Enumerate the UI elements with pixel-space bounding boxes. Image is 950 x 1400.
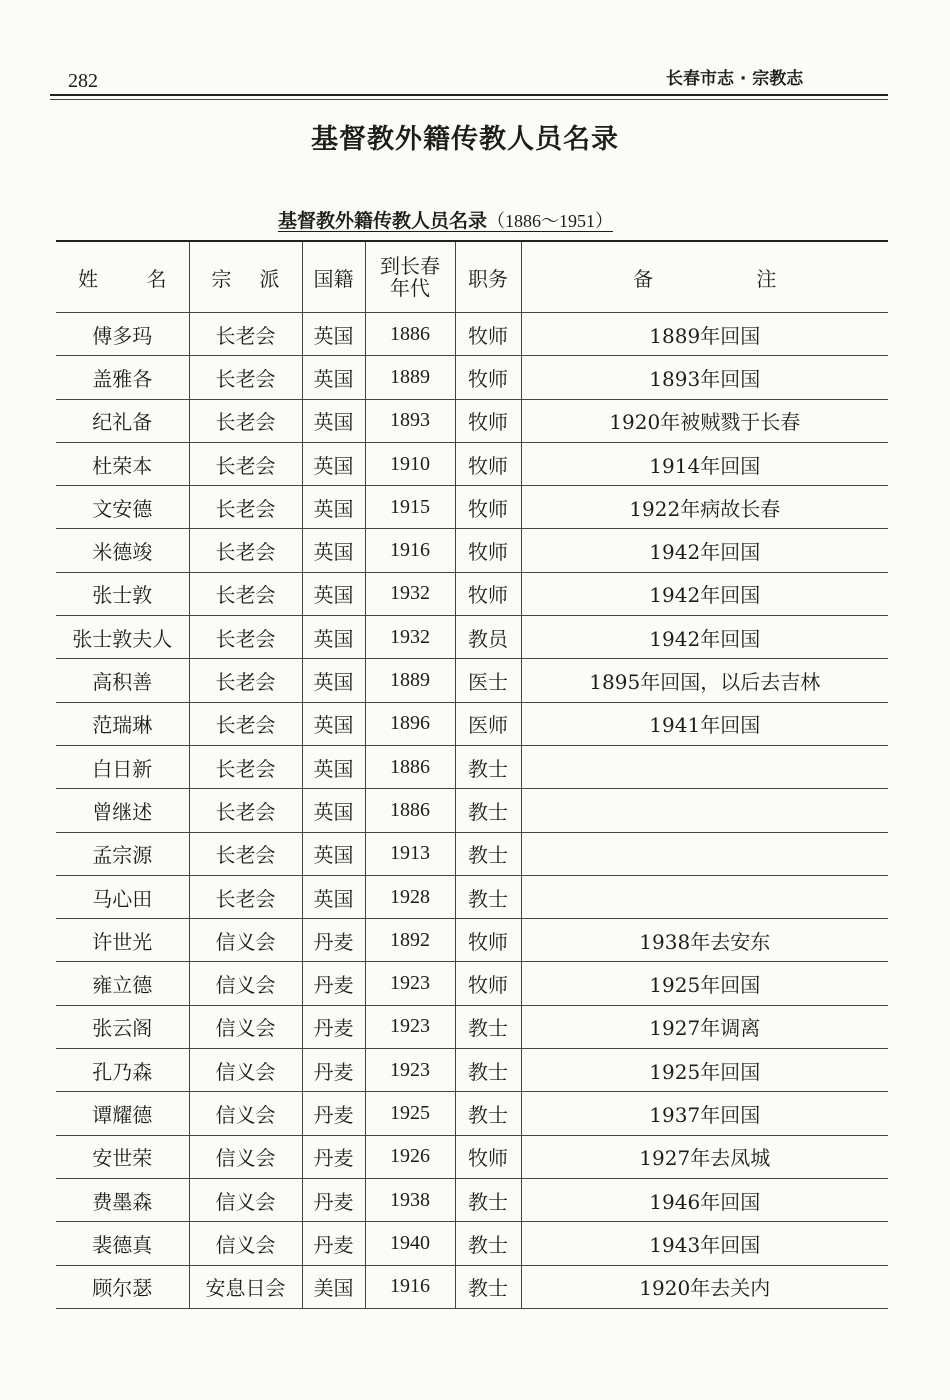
table-row xyxy=(56,1049,888,1092)
cell-name: 裴德真 xyxy=(56,1222,189,1265)
table-header-row xyxy=(56,241,888,313)
cell-sect: 长老会 xyxy=(189,616,302,659)
table-row xyxy=(56,745,888,788)
cell-remarks: 1889年回国 xyxy=(521,313,888,356)
cell-arrival-year: 1913 xyxy=(365,832,455,875)
cell-position: 教员 xyxy=(455,616,521,659)
cell-name: 雍立德 xyxy=(56,962,189,1005)
table-row xyxy=(56,832,888,875)
cell-arrival-year: 1928 xyxy=(365,875,455,918)
cell-position: 牧师 xyxy=(455,529,521,572)
cell-name: 白日新 xyxy=(56,745,189,788)
cell-remarks: 1914年回国 xyxy=(521,442,888,485)
cell-remarks xyxy=(521,745,888,788)
cell-nationality: 英国 xyxy=(302,529,365,572)
cell-name: 张云阁 xyxy=(56,1005,189,1048)
cell-sect: 安息日会 xyxy=(189,1265,302,1308)
cell-name: 纪礼备 xyxy=(56,399,189,442)
cell-nationality: 英国 xyxy=(302,875,365,918)
table-row xyxy=(56,442,888,485)
cell-sect: 信义会 xyxy=(189,1222,302,1265)
table-title xyxy=(278,206,613,233)
cell-remarks: 1895年回国，以后去吉林 xyxy=(521,659,888,702)
header-name: 姓 名 xyxy=(56,241,189,313)
table-title-text: 基督教外籍传教人员名录 xyxy=(278,210,488,232)
cell-remarks: 1925年回国 xyxy=(521,1049,888,1092)
cell-remarks: 1920年被贼戮于长春 xyxy=(521,399,888,442)
cell-position: 教士 xyxy=(455,1265,521,1308)
cell-remarks: 1927年调离 xyxy=(521,1005,888,1048)
book-title: 长春市志 · 宗教志 xyxy=(666,69,804,89)
cell-name: 文安德 xyxy=(56,486,189,529)
cell-arrival-year: 1925 xyxy=(365,1092,455,1135)
cell-sect: 长老会 xyxy=(189,745,302,788)
cell-nationality: 英国 xyxy=(302,832,365,875)
table-title-range: （1886～1951） xyxy=(487,211,614,231)
cell-nationality: 丹麦 xyxy=(302,919,365,962)
table-row xyxy=(56,356,888,399)
cell-name: 顾尔瑟 xyxy=(56,1265,189,1308)
cell-sect: 长老会 xyxy=(189,572,302,615)
cell-sect: 长老会 xyxy=(189,529,302,572)
header-rule-thick xyxy=(50,94,888,96)
cell-remarks: 1920年去关内 xyxy=(521,1265,888,1308)
cell-arrival-year: 1889 xyxy=(365,659,455,702)
cell-sect: 长老会 xyxy=(189,659,302,702)
cell-sect: 信义会 xyxy=(189,919,302,962)
cell-name: 张士敦夫人 xyxy=(56,616,189,659)
cell-nationality: 丹麦 xyxy=(302,1222,365,1265)
cell-name: 安世荣 xyxy=(56,1135,189,1178)
cell-position: 牧师 xyxy=(455,399,521,442)
cell-sect: 信义会 xyxy=(189,962,302,1005)
cell-name: 谭耀德 xyxy=(56,1092,189,1135)
cell-sect: 长老会 xyxy=(189,832,302,875)
cell-sect: 长老会 xyxy=(189,486,302,529)
cell-sect: 长老会 xyxy=(189,702,302,745)
cell-nationality: 英国 xyxy=(302,313,365,356)
cell-nationality: 英国 xyxy=(302,486,365,529)
cell-arrival-year: 1886 xyxy=(365,745,455,788)
cell-nationality: 英国 xyxy=(302,659,365,702)
cell-position: 牧师 xyxy=(455,486,521,529)
table-row xyxy=(56,1005,888,1048)
cell-name: 费墨森 xyxy=(56,1178,189,1221)
cell-sect: 长老会 xyxy=(189,313,302,356)
cell-position: 教士 xyxy=(455,745,521,788)
cell-remarks xyxy=(521,875,888,918)
header-sect: 宗 派 xyxy=(189,241,302,313)
cell-sect: 长老会 xyxy=(189,875,302,918)
cell-arrival-year: 1932 xyxy=(365,616,455,659)
table-row xyxy=(56,616,888,659)
table-row xyxy=(56,399,888,442)
cell-sect: 长老会 xyxy=(189,442,302,485)
cell-remarks xyxy=(521,789,888,832)
cell-sect: 信义会 xyxy=(189,1092,302,1135)
cell-name: 张士敦 xyxy=(56,572,189,615)
cell-sect: 信义会 xyxy=(189,1135,302,1178)
cell-sect: 长老会 xyxy=(189,789,302,832)
cell-remarks: 1922年病故长春 xyxy=(521,486,888,529)
cell-nationality: 英国 xyxy=(302,399,365,442)
table-row xyxy=(56,702,888,745)
cell-remarks: 1942年回国 xyxy=(521,616,888,659)
missionary-roster-table xyxy=(56,240,888,1309)
cell-remarks: 1946年回国 xyxy=(521,1178,888,1221)
table-row xyxy=(56,789,888,832)
table-row xyxy=(56,1222,888,1265)
header-nationality: 国籍 xyxy=(302,241,365,313)
cell-name: 高积善 xyxy=(56,659,189,702)
cell-arrival-year: 1926 xyxy=(365,1135,455,1178)
cell-position: 教士 xyxy=(455,1005,521,1048)
table-row xyxy=(56,875,888,918)
cell-position: 牧师 xyxy=(455,962,521,1005)
cell-nationality: 英国 xyxy=(302,702,365,745)
table-row xyxy=(56,1178,888,1221)
cell-name: 孟宗源 xyxy=(56,832,189,875)
cell-arrival-year: 1889 xyxy=(365,356,455,399)
table-row xyxy=(56,572,888,615)
cell-arrival-year: 1896 xyxy=(365,702,455,745)
cell-arrival-year: 1915 xyxy=(365,486,455,529)
cell-arrival-year: 1892 xyxy=(365,919,455,962)
cell-nationality: 丹麦 xyxy=(302,1178,365,1221)
header-position: 职务 xyxy=(455,241,521,313)
cell-arrival-year: 1923 xyxy=(365,962,455,1005)
cell-nationality: 丹麦 xyxy=(302,1049,365,1092)
cell-nationality: 英国 xyxy=(302,616,365,659)
cell-nationality: 丹麦 xyxy=(302,962,365,1005)
cell-position: 教士 xyxy=(455,1092,521,1135)
cell-position: 牧师 xyxy=(455,572,521,615)
header-rule-thin xyxy=(50,99,888,100)
cell-arrival-year: 1938 xyxy=(365,1178,455,1221)
cell-arrival-year: 1916 xyxy=(365,1265,455,1308)
cell-position: 教士 xyxy=(455,1178,521,1221)
cell-position: 教士 xyxy=(455,1049,521,1092)
cell-arrival-year: 1932 xyxy=(365,572,455,615)
table-row xyxy=(56,1092,888,1135)
cell-name: 马心田 xyxy=(56,875,189,918)
page-title: 基督教外籍传教人员名录 xyxy=(311,124,619,155)
cell-name: 许世光 xyxy=(56,919,189,962)
cell-sect: 长老会 xyxy=(189,399,302,442)
cell-nationality: 英国 xyxy=(302,745,365,788)
cell-arrival-year: 1923 xyxy=(365,1049,455,1092)
cell-position: 牧师 xyxy=(455,1135,521,1178)
cell-arrival-year: 1886 xyxy=(365,313,455,356)
table-body xyxy=(56,313,888,1309)
table-row xyxy=(56,313,888,356)
table-row xyxy=(56,1265,888,1308)
table-row xyxy=(56,486,888,529)
cell-position: 教士 xyxy=(455,875,521,918)
table-row xyxy=(56,962,888,1005)
cell-nationality: 英国 xyxy=(302,789,365,832)
cell-remarks: 1937年回国 xyxy=(521,1092,888,1135)
cell-nationality: 丹麦 xyxy=(302,1005,365,1048)
cell-remarks: 1938年去安东 xyxy=(521,919,888,962)
table-row xyxy=(56,1135,888,1178)
cell-remarks: 1893年回国 xyxy=(521,356,888,399)
cell-remarks xyxy=(521,832,888,875)
cell-remarks: 1925年回国 xyxy=(521,962,888,1005)
cell-nationality: 英国 xyxy=(302,572,365,615)
page-number: 282 xyxy=(68,70,98,92)
cell-sect: 长老会 xyxy=(189,356,302,399)
cell-position: 牧师 xyxy=(455,442,521,485)
header-remarks: 备 注 xyxy=(521,241,888,313)
table-row xyxy=(56,529,888,572)
cell-arrival-year: 1923 xyxy=(365,1005,455,1048)
cell-nationality: 美国 xyxy=(302,1265,365,1308)
cell-nationality: 英国 xyxy=(302,356,365,399)
cell-position: 牧师 xyxy=(455,356,521,399)
cell-name: 傅多玛 xyxy=(56,313,189,356)
cell-position: 牧师 xyxy=(455,919,521,962)
cell-remarks: 1942年回国 xyxy=(521,572,888,615)
cell-remarks: 1942年回国 xyxy=(521,529,888,572)
cell-sect: 信义会 xyxy=(189,1005,302,1048)
cell-sect: 信义会 xyxy=(189,1178,302,1221)
cell-position: 教士 xyxy=(455,1222,521,1265)
cell-arrival-year: 1910 xyxy=(365,442,455,485)
cell-nationality: 英国 xyxy=(302,442,365,485)
cell-remarks: 1943年回国 xyxy=(521,1222,888,1265)
cell-position: 医士 xyxy=(455,659,521,702)
cell-nationality: 丹麦 xyxy=(302,1135,365,1178)
cell-position: 教士 xyxy=(455,832,521,875)
table-row xyxy=(56,659,888,702)
cell-position: 教士 xyxy=(455,789,521,832)
cell-name: 米德竣 xyxy=(56,529,189,572)
cell-name: 盖雅各 xyxy=(56,356,189,399)
cell-arrival-year: 1886 xyxy=(365,789,455,832)
header-arrival-year: 到长春 年代 xyxy=(365,241,455,313)
cell-position: 牧师 xyxy=(455,313,521,356)
table-row xyxy=(56,919,888,962)
cell-position: 医师 xyxy=(455,702,521,745)
cell-name: 范瑞琳 xyxy=(56,702,189,745)
cell-name: 孔乃森 xyxy=(56,1049,189,1092)
cell-remarks: 1927年去凤城 xyxy=(521,1135,888,1178)
cell-name: 杜荣本 xyxy=(56,442,189,485)
cell-arrival-year: 1916 xyxy=(365,529,455,572)
cell-arrival-year: 1893 xyxy=(365,399,455,442)
cell-nationality: 丹麦 xyxy=(302,1092,365,1135)
cell-name: 曾继述 xyxy=(56,789,189,832)
cell-arrival-year: 1940 xyxy=(365,1222,455,1265)
cell-sect: 信义会 xyxy=(189,1049,302,1092)
cell-remarks: 1941年回国 xyxy=(521,702,888,745)
